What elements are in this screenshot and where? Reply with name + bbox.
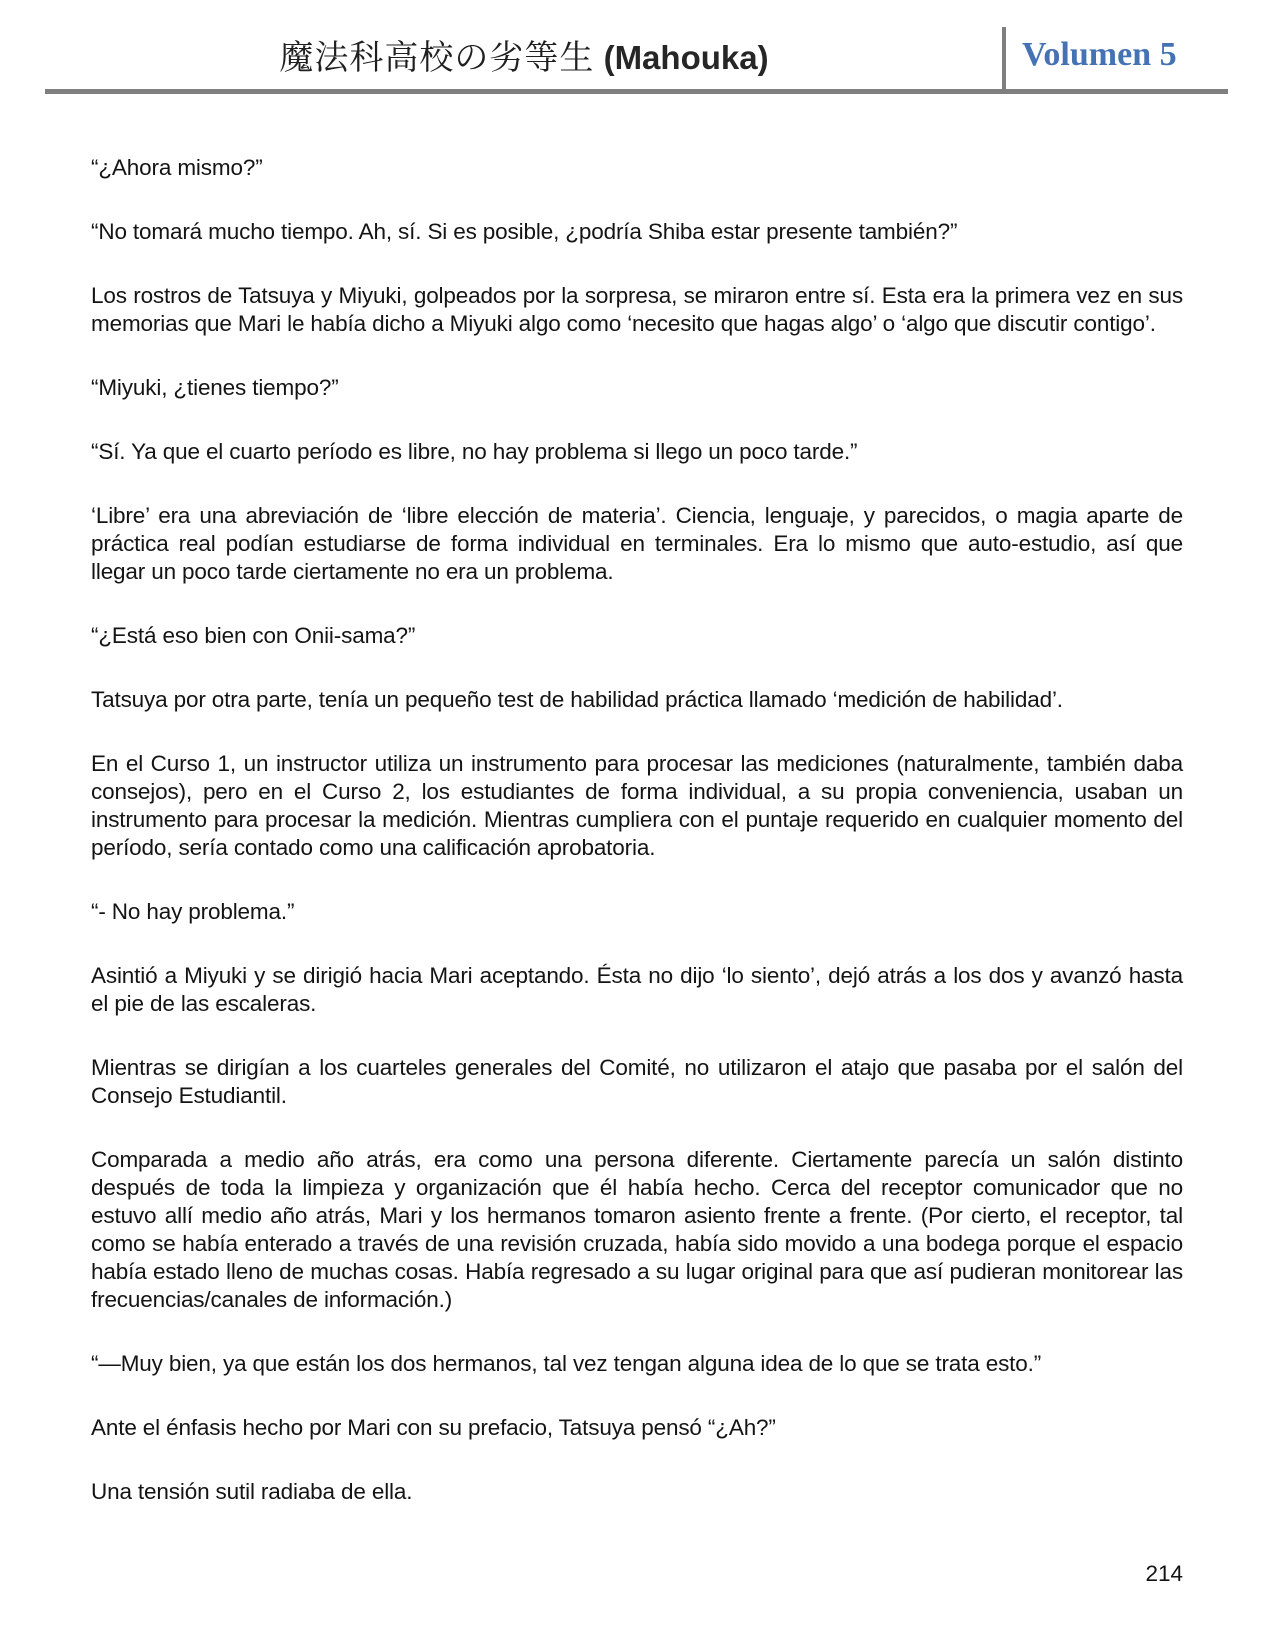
paragraph: Una tensión sutil radiaba de ella.	[91, 1479, 413, 1504]
page-number: 214	[1145, 1561, 1183, 1586]
page-title-japanese: 魔法科高校の劣等生	[279, 38, 595, 78]
paragraph: “Miyuki, ¿tienes tiempo?”	[91, 375, 339, 400]
paragraph: “Sí. Ya que el cuarto período es libre, no hay problema si llego un poco tarde.”	[91, 439, 858, 464]
paragraph: “- No hay problema.”	[91, 899, 295, 924]
paragraph: “No tomará mucho tiempo. Ah, sí. Si es posible, ¿podría Shiba estar presente también?”	[91, 219, 958, 244]
paragraph: “—Muy bien, ya que están los dos hermanos, tal vez tengan alguna idea de lo que se trata esto.”	[91, 1351, 1042, 1376]
paragraph: En el Curso 1, un instructor utiliza un instrumento para procesar las mediciones (naturalmente, también daba consejos), pero en el Curso 2, los estudiantes de forma individual, a su propia conveniencia, usaban un instrumento para procesar la medición. Mientras cumpliera con el puntaje requerido en cualquier momento del período, sería contado como una calificación aprobatoria.	[91, 751, 1183, 860]
body-text	[91, 154, 1183, 1542]
paragraph: Comparada a medio año atrás, era como una persona diferente. Ciertamente parecía un salón distinto después de toda la limpieza y organización que él había hecho. Cerca del receptor comunicador que no estuvo allí medio año atrás, Mari y los hermanos tomaron asiento frente a frente. (Por cierto, el receptor, tal como se había enterado a través de una revisión cruzada, había sido movido a una bodega porque el espacio había estado lleno de muchas cosas. Había regresado a su lugar original para que así pudieran monitorear las frecuencias/canales de información.)	[91, 1147, 1183, 1312]
paragraph: Asintió a Miyuki y se dirigió hacia Mari aceptando. Ésta no dijo ‘lo siento’, dejó atrás a los dos y avanzó hasta el pie de las escaleras.	[91, 963, 1183, 1016]
paragraph: “¿Ahora mismo?”	[91, 155, 263, 180]
header-vertical-divider	[1002, 27, 1006, 94]
paragraph: Ante el énfasis hecho por Mari con su prefacio, Tatsuya pensó “¿Ah?”	[91, 1415, 776, 1440]
paragraph: Los rostros de Tatsuya y Miyuki, golpeados por la sorpresa, se miraron entre sí. Esta era la primera vez en sus memorias que Mari le había dicho a Miyuki algo como ‘necesito que hagas algo’ o ‘algo que discutir contigo’.	[91, 283, 1183, 336]
page-title	[45, 30, 1003, 79]
volume-label: Volumen 5	[1022, 36, 1177, 73]
paragraph: ‘Libre’ era una abreviación de ‘libre elección de materia’. Ciencia, lenguaje, y parecidos, o magia aparte de práctica real podían estudiarse de forma individual en terminales. Era lo mismo que auto-estudio, así que llegar un poco tarde ciertamente no era un problema.	[91, 503, 1183, 584]
paragraph: Tatsuya por otra parte, tenía un pequeño test de habilidad práctica llamado ‘medición de habilidad’.	[91, 687, 1063, 712]
paragraph: “¿Está eso bien con Onii-sama?”	[91, 623, 416, 648]
header-rule	[45, 89, 1228, 94]
paragraph: Mientras se dirigían a los cuarteles generales del Comité, no utilizaron el atajo que pasaba por el salón del Consejo Estudiantil.	[91, 1055, 1183, 1108]
page-title-latin: (Mahouka)	[594, 39, 769, 76]
